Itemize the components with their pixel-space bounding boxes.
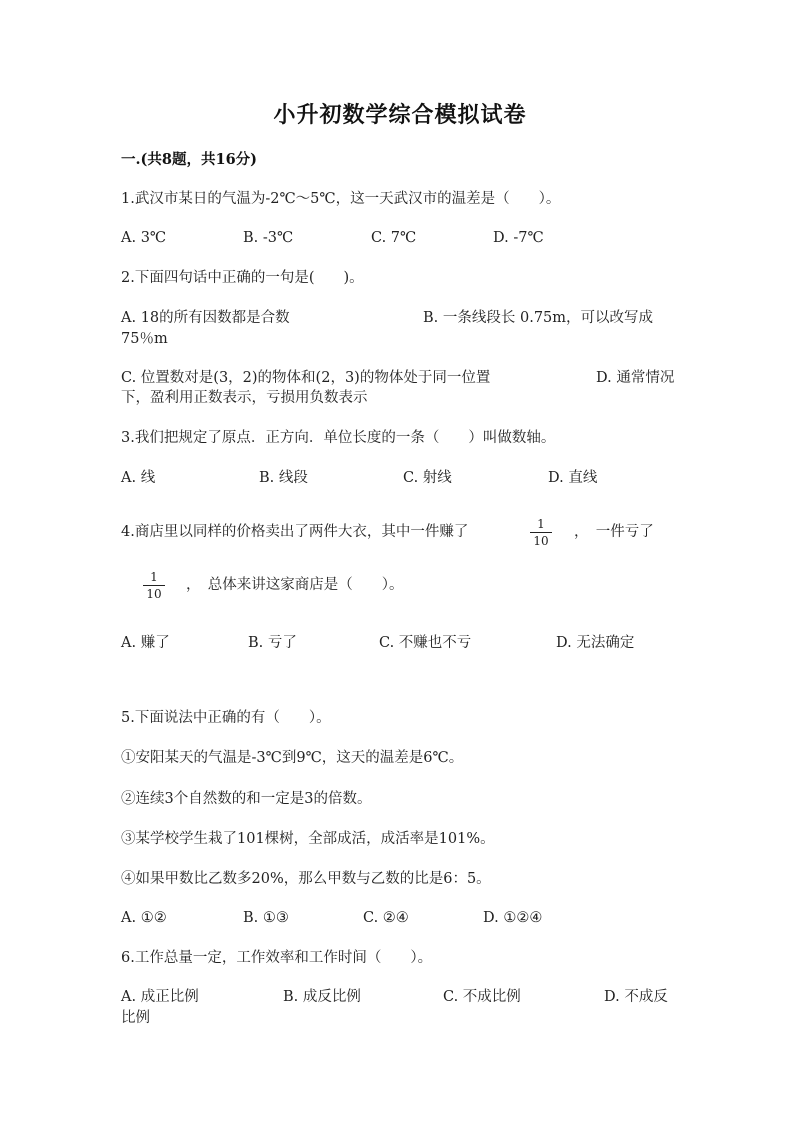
q5-option-d: D. ①②④ — [483, 910, 543, 926]
q4-option-c: C. 不赚也不亏 — [379, 635, 472, 651]
q5-option-a: A. ①② — [121, 910, 167, 926]
question-4-stem-part1: 4.商店里以同样的价格卖出了两件大衣，其中一件赚了 — [121, 524, 469, 540]
q5-statement-3: ③某学校学生栽了101棵树，全部成活，成活率是101%。 — [121, 831, 495, 847]
fraction-denominator: 10 — [533, 534, 549, 548]
q5-statement-1: ①安阳某天的气温是-3℃到9℃，这天的温差是6℃。 — [121, 750, 464, 766]
q2-option-b: B. 一条线段长 0.75m，可以改写成 — [423, 310, 654, 326]
q4-fraction-1 — [530, 517, 552, 548]
q5-option-c: C. ②④ — [363, 910, 409, 926]
q1-option-a: A. 3℃ — [121, 230, 167, 246]
q4-fraction-2 — [143, 570, 165, 601]
q1-option-c: C. 7℃ — [371, 230, 417, 246]
fraction-bar — [143, 585, 165, 586]
fraction-numerator: 1 — [150, 570, 158, 584]
q1-option-b: B. -3℃ — [243, 230, 294, 246]
q2-option-d: D. 通常情况 — [596, 370, 675, 386]
q6-option-b: B. 成反比例 — [283, 989, 361, 1005]
q2-option-a: A. 18的所有因数都是合数 — [121, 310, 290, 326]
q4-option-a: A. 赚了 — [121, 635, 170, 651]
q3-option-c: C. 射线 — [403, 470, 452, 486]
question-4-stem-part2: ， 一件亏了 — [574, 524, 654, 540]
question-3-stem: 3.我们把规定了原点．正方向．单位长度的一条（ ）叫做数轴。 — [121, 430, 556, 446]
q4-option-b: B. 亏了 — [248, 635, 297, 651]
question-2-stem: 2.下面四句话中正确的一句是( )。 — [121, 270, 364, 286]
fraction-numerator: 1 — [537, 517, 545, 531]
fraction-denominator: 10 — [146, 587, 162, 601]
fraction-bar — [530, 532, 552, 533]
question-1-stem: 1.武汉市某日的气温为-2℃～5℃，这一天武汉市的温差是（ ）。 — [121, 191, 561, 207]
q5-option-b: B. ①③ — [243, 910, 289, 926]
q5-statement-2: ②连续3个自然数的和一定是3的倍数。 — [121, 791, 372, 807]
q3-option-d: D. 直线 — [548, 470, 598, 486]
q3-option-a: A. 线 — [121, 470, 156, 486]
question-5-stem: 5.下面说法中正确的有（ ）。 — [121, 710, 331, 726]
q6-option-a: A. 成正比例 — [121, 989, 199, 1005]
question-6-stem: 6.工作总量一定，工作效率和工作时间（ ）。 — [121, 950, 433, 966]
section-heading: 一.(共8题，共16分) — [121, 151, 258, 168]
q6-option-d-continued: 比例 — [121, 1010, 150, 1026]
q5-statement-4: ④如果甲数比乙数多20%，那么甲数与乙数的比是6：5。 — [121, 871, 491, 887]
q2-option-b-continued: 75％m — [121, 331, 168, 347]
q6-option-c: C. 不成比例 — [443, 989, 521, 1005]
q6-option-d: D. 不成反 — [604, 989, 668, 1005]
q3-option-b: B. 线段 — [259, 470, 308, 486]
q4-option-d: D. 无法确定 — [556, 635, 635, 651]
q1-option-d: D. -7℃ — [493, 230, 544, 246]
question-4-stem-part3: ， 总体来讲这家商店是（ ）。 — [186, 577, 404, 593]
q2-option-d-continued: 下，盈利用正数表示，亏损用负数表示 — [121, 390, 368, 406]
q2-option-c: C. 位置数对是(3，2)的物体和(2，3)的物体处于同一位置 — [121, 370, 491, 386]
page-title: 小升初数学综合模拟试卷 — [273, 102, 527, 128]
